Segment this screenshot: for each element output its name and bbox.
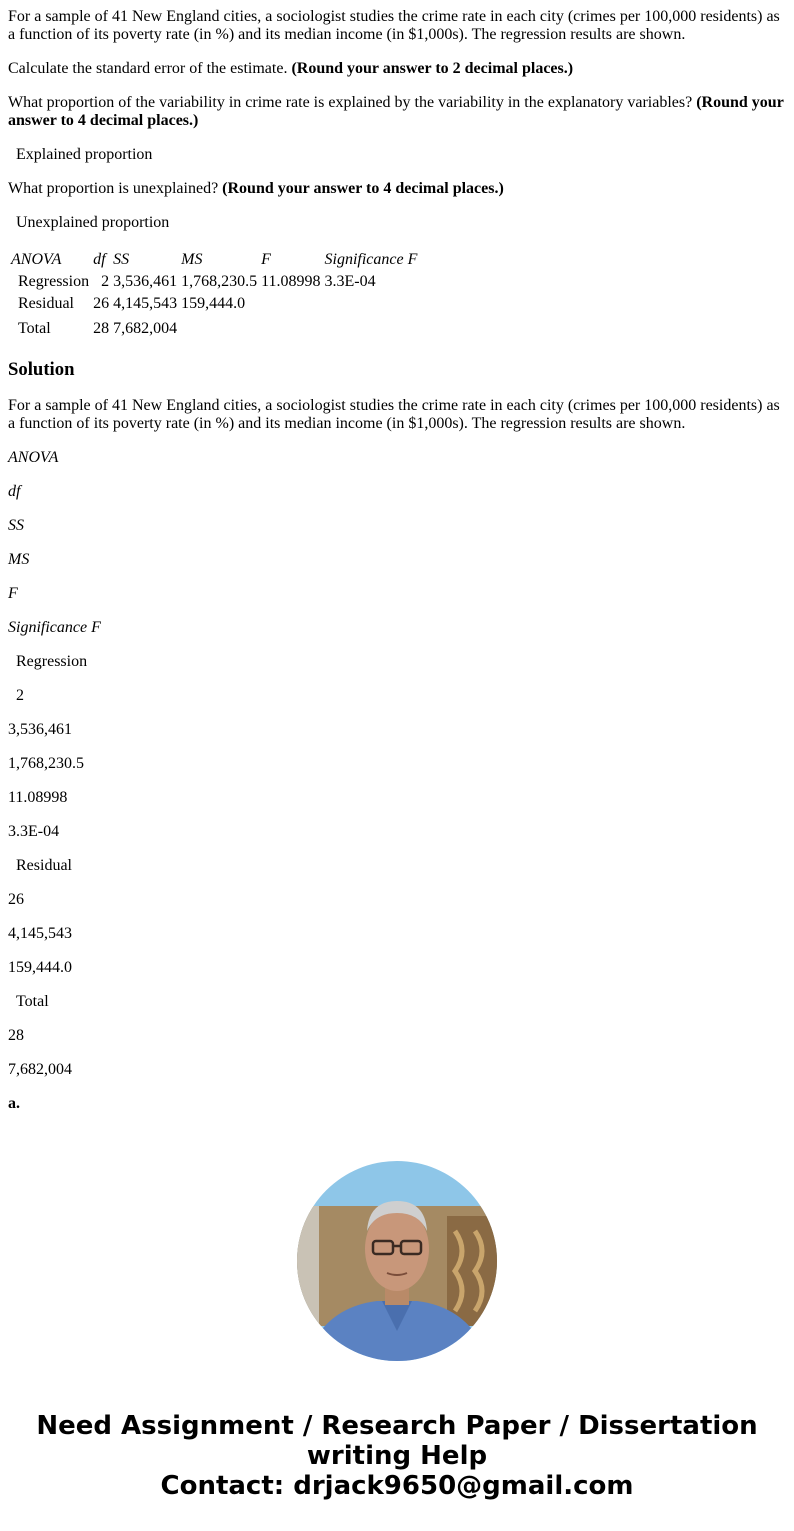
table-row	[10, 294, 418, 314]
df-cell: 2	[101, 273, 110, 290]
table-row	[10, 316, 418, 339]
question-2	[8, 94, 786, 130]
solution-regression-label: Regression	[16, 653, 88, 670]
banner-line-2: writing Help	[306, 1441, 488, 1471]
f-cell	[260, 294, 321, 314]
unexplained-proportion-label: Unexplained proportion	[16, 214, 170, 231]
significance-cell: 3.3E-04	[324, 273, 376, 290]
avatar-portrait-icon	[297, 1161, 497, 1361]
anova-header-cell: ANOVA	[11, 251, 62, 268]
f-cell: 11.08998	[261, 273, 321, 290]
df-cell: 28	[93, 320, 110, 337]
solution-regression-significance: 3.3E-04	[8, 823, 60, 840]
explained-proportion-label: Explained proportion	[16, 146, 153, 163]
ms-cell	[180, 316, 258, 339]
solution-total-label: Total	[16, 993, 49, 1010]
significance-cell	[324, 294, 419, 314]
question-3-text: What proportion is unexplained?	[8, 180, 219, 197]
solution-df-header: df	[8, 483, 21, 500]
anova-header-cell: Significance F	[324, 251, 418, 268]
solution-residual-label: Residual	[16, 857, 72, 874]
solution-intro: For a sample of 41 New England cities, a sociologist studies the crime rate in each city (crimes per 100,000 residents) as a function of its poverty rate (in %) and its median income (in $1,000s). The regression results are shown.	[8, 397, 780, 432]
solution-part-label: a.	[8, 1095, 20, 1112]
solution-residual-ms: 159,444.0	[8, 959, 72, 976]
row-label: Residual	[18, 295, 74, 312]
question-intro: For a sample of 41 New England cities, a sociologist studies the crime rate in each city (crimes per 100,000 residents) as a function of its poverty rate (in %) and its median income (in $1,000s). The regression results are shown.	[8, 8, 780, 43]
question-1	[8, 60, 786, 78]
ss-cell: 3,536,461	[113, 273, 178, 290]
row-label: Regression	[18, 273, 90, 290]
solution-residual-df: 26	[8, 891, 24, 908]
df-cell: 26	[93, 295, 110, 312]
row-label: Total	[18, 320, 51, 337]
question-1-note: (Round your answer to 2 decimal places.)	[291, 60, 574, 77]
solution-anova-header: ANOVA	[8, 449, 59, 466]
anova-header-cell: SS	[113, 251, 130, 268]
solution-significance-header: Significance F	[8, 619, 101, 636]
solution-total-ss: 7,682,004	[8, 1061, 72, 1078]
solution-residual-ss: 4,145,543	[8, 925, 72, 942]
banner-line-1: Need Assignment / Research Paper / Dissertation	[36, 1411, 758, 1441]
question-1-text: Calculate the standard error of the estimate.	[8, 60, 288, 77]
solution-ss-header: SS	[8, 517, 24, 534]
f-cell	[260, 316, 321, 339]
anova-header-cell: F	[261, 251, 271, 268]
anova-header-row	[10, 250, 418, 270]
question-3	[8, 180, 786, 198]
solution-ms-header: MS	[8, 551, 30, 568]
anova-table	[8, 248, 420, 341]
contact-banner	[0, 1411, 794, 1501]
table-row	[10, 272, 418, 292]
solution-regression-df: 2	[16, 687, 24, 704]
anova-header-cell: df	[93, 251, 106, 268]
solution-regression-ss: 3,536,461	[8, 721, 72, 738]
ms-cell: 159,444.0	[181, 295, 246, 312]
significance-cell	[324, 316, 419, 339]
solution-regression-ms: 1,768,230.5	[8, 755, 84, 772]
question-3-note: (Round your answer to 4 decimal places.)	[222, 180, 504, 197]
solution-f-header: F	[8, 585, 18, 602]
avatar	[297, 1161, 497, 1361]
question-2-text: What proportion of the variability in crime rate is explained by the variability in the explanatory variables?	[8, 94, 693, 111]
contact-email: Contact: drjack9650@gmail.com	[160, 1471, 634, 1501]
solution-heading: Solution	[8, 359, 75, 380]
document-body	[0, 8, 794, 1113]
solution-regression-f: 11.08998	[8, 789, 68, 806]
ss-cell: 4,145,543	[113, 295, 178, 312]
solution-total-df: 28	[8, 1027, 24, 1044]
ss-cell: 7,682,004	[113, 320, 178, 337]
ms-cell: 1,768,230.5	[181, 273, 258, 290]
question-2-note: (Round your answer to 4 decimal places.)	[8, 94, 784, 129]
anova-header-cell: MS	[181, 251, 203, 268]
